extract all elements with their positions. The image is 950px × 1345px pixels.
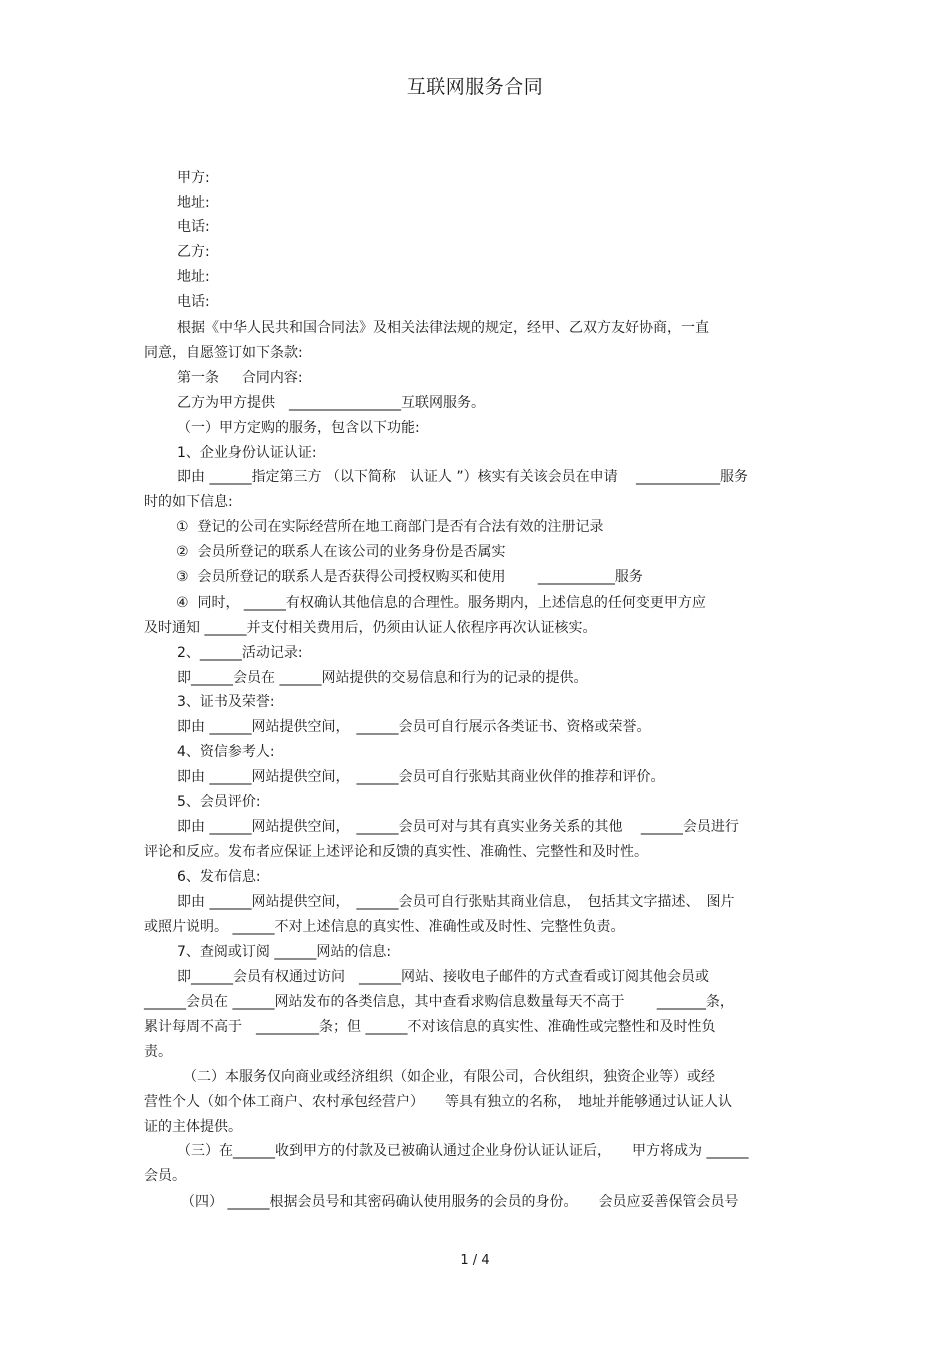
paragraph-line: 营性个人（如个体工商户、农村承包经营户） 等具有独立的名称， 地址并能够通过认证人认 (144, 1094, 732, 1110)
numbered-clause: ① 登记的公司在实际经营所在地工商部门是否有合法有效的注册记录 (176, 519, 604, 535)
numbered-clause: ④ 同时， ______有权确认其他信息的合理性。服务期内，上述信息的任何变更甲方应 (176, 595, 706, 611)
item-heading: 5、会员评价: (177, 794, 261, 810)
paragraph-line: 即由 ______网站提供空间， ______会员可自行展示各类证书、资格或荣誉。 (177, 719, 651, 735)
paragraph-line: 即由 ______网站提供空间， ______会员可对与其有真实业务关系的其他 ______会员进行 (177, 819, 739, 835)
paragraph-line: 证的主体提供。 (144, 1119, 242, 1135)
numbered-clause: ② 会员所登记的联系人在该公司的业务身份是否属实 (176, 544, 506, 560)
paragraph-line: 即______会员在 ______网站提供的交易信息和行为的记录的提供。 (177, 670, 588, 686)
paragraph-line: 或照片说明。 ______不对上述信息的真实性、准确性或及时性、完整性负责。 (144, 919, 625, 935)
preamble-line: 同意，自愿签订如下条款: (144, 345, 303, 361)
paragraph-line: 乙方为甲方提供 ________________互联网服务。 (177, 395, 485, 411)
document-title: 互联网服务合同 (406, 76, 544, 98)
party-b-phone-label: 电话: (177, 294, 210, 310)
party-a-phone-label: 电话: (177, 219, 210, 235)
item-heading: 6、发布信息: (177, 869, 261, 885)
party-b-label: 乙方: (177, 244, 210, 260)
paragraph-line: 时的如下信息: (144, 494, 233, 510)
item-heading: 4、资信参考人: (177, 744, 275, 760)
section-heading: （一）甲方定购的服务，包含以下功能: (177, 420, 420, 436)
section-paragraph: （二）本服务仅向商业或经济组织（如企业，有限公司，合伙组织，独资企业等）或经 (183, 1069, 715, 1085)
paragraph-line: 及时通知 ______并支付相关费用后，仍须由认证人依程序再次认证核实。 (144, 620, 597, 636)
paragraph-line: 累计每周不高于 _________条；但 ______不对该信息的真实性、准确性或完整性和及时性负 (144, 1019, 716, 1035)
paragraph-line: 即由 ______指定第三方 （以下简称 认证人 ”）核实有关该会员在申请 ____________服务 (177, 469, 749, 485)
item-heading: 2、______活动记录: (177, 645, 303, 661)
item-heading: 7、查阅或订阅 ______网站的信息: (177, 944, 392, 960)
paragraph-line: 即由 ______网站提供空间， ______会员可自行张贴其商业伙伴的推荐和评价。 (177, 769, 665, 785)
party-b-address-label: 地址: (177, 269, 210, 285)
paragraph-line: 评论和反应。发布者应保证上述评论和反馈的真实性、准确性、完整性和及时性。 (144, 844, 648, 860)
item-heading: 1、企业身份认证认证: (177, 445, 317, 461)
paragraph-line: ______会员在 ______网站发布的各类信息，其中查看求购信息数量每天不高于 _______条， (144, 994, 734, 1010)
paragraph-line: 即______会员有权通过访问 ______网站、接收电子邮件的方式查看或订阅其他会员或 (177, 969, 709, 985)
party-a-label: 甲方: (177, 170, 210, 186)
section-paragraph: （四） ______根据会员号和其密码确认使用服务的会员的身份。 会员应妥善保管会员号 (181, 1194, 739, 1210)
preamble-line: 根据《中华人民共和国合同法》及相关法律法规的规定，经甲、乙双方友好协商，一直 (177, 320, 709, 336)
page-number: 1 / 4 (460, 1253, 490, 1268)
article-heading: 第一条 合同内容: (177, 370, 303, 386)
paragraph-line: 会员。 (144, 1168, 186, 1184)
section-paragraph: （三）在______收到甲方的付款及已被确认通过企业身份认证认证后， 甲方将成为 ______ (177, 1143, 749, 1159)
item-heading: 3、证书及荣誉: (177, 694, 275, 710)
numbered-clause: ③ 会员所登记的联系人是否获得公司授权购买和使用 ___________服务 (176, 569, 643, 585)
paragraph-line: 即由 ______网站提供空间， ______会员可自行张贴其商业信息， 包括其文字描述、 图片 (177, 894, 735, 910)
party-a-address-label: 地址: (177, 195, 210, 211)
paragraph-line: 责。 (144, 1044, 172, 1060)
